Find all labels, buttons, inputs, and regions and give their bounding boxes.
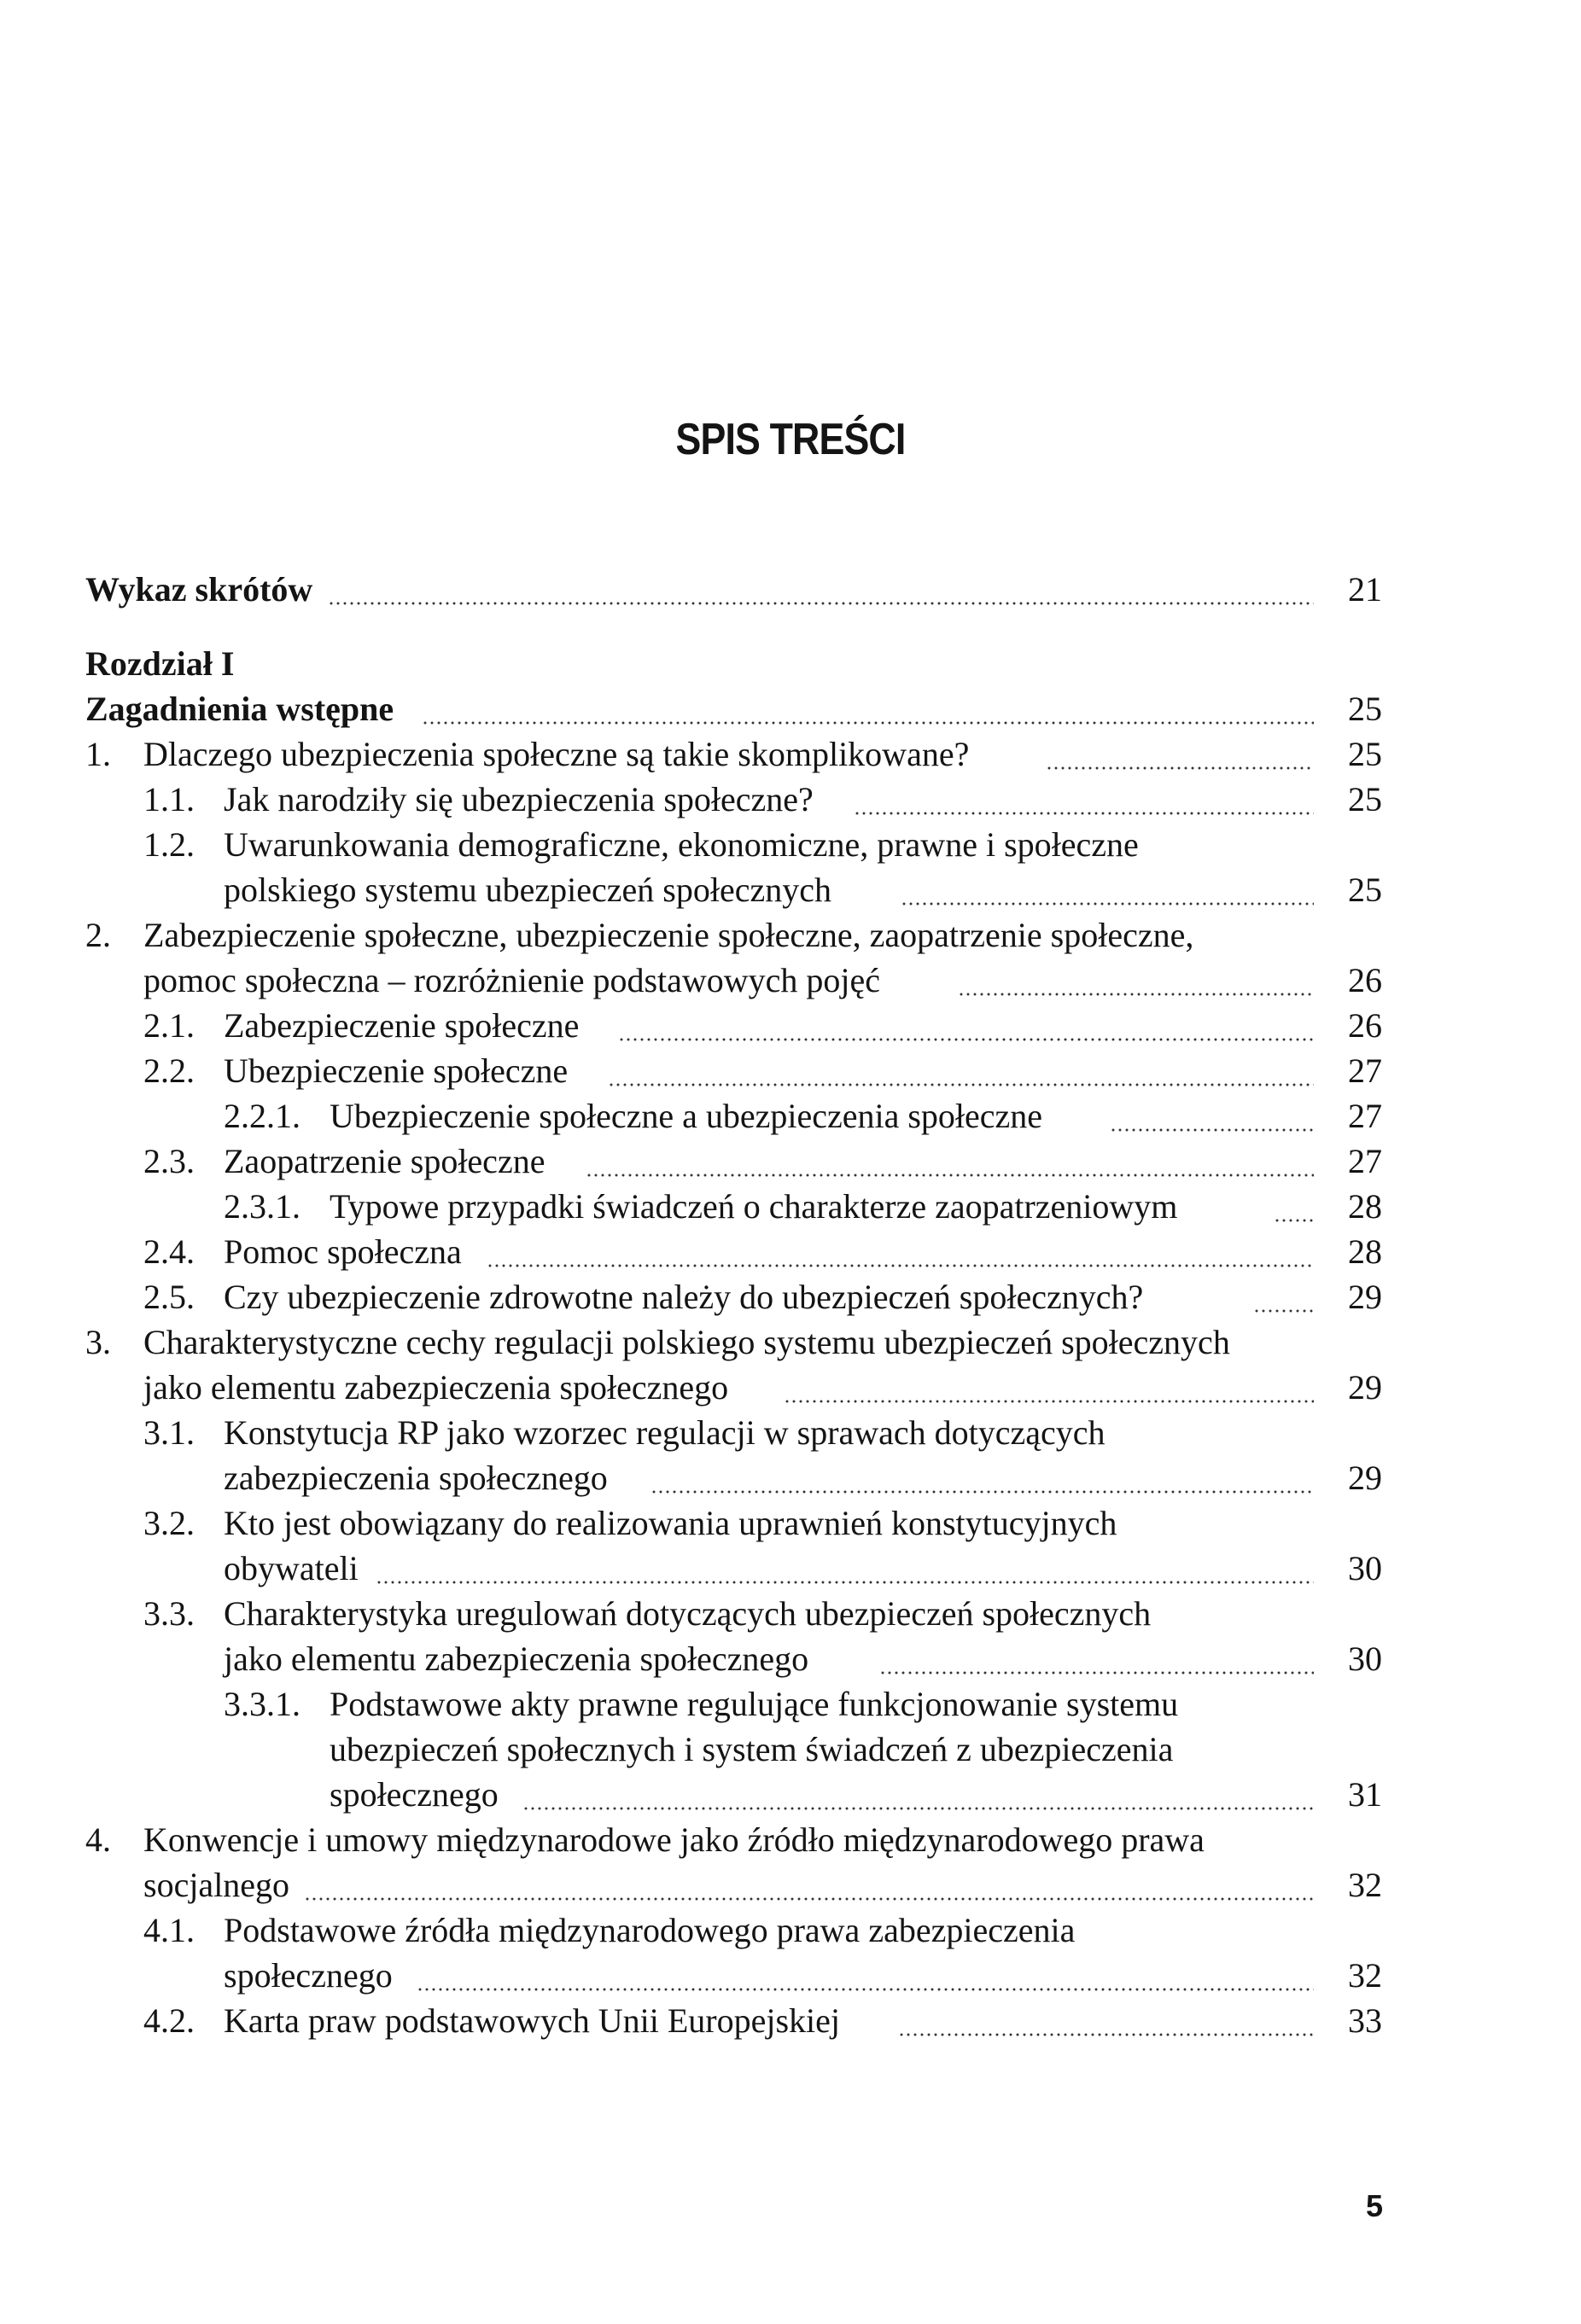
- toc-entry-number: 3.1.: [143, 1413, 195, 1452]
- leader-dots: [1253, 1309, 1314, 1313]
- page-number: 5: [1365, 2188, 1383, 2223]
- toc-page-number: 26: [1348, 1006, 1382, 1045]
- leader-dots: [487, 1264, 1314, 1267]
- toc-entry-text: Kto jest obowiązany do realizowania uprawnień konstytucyjnych: [224, 1504, 1117, 1542]
- leader-dots: [422, 721, 1314, 725]
- leader-dots: [1274, 1219, 1314, 1222]
- toc-entry-number: 2.2.: [143, 1051, 195, 1090]
- leader-dots: [417, 1988, 1314, 1991]
- toc-page-number: 27: [1348, 1097, 1382, 1135]
- toc-page-number: 29: [1348, 1459, 1382, 1497]
- leader-dots: [898, 2033, 1314, 2036]
- leader-dots: [854, 812, 1314, 815]
- toc-page-number: 27: [1348, 1142, 1382, 1180]
- toc-entry-number: 3.3.: [143, 1594, 195, 1633]
- leader-dots: [879, 1671, 1314, 1675]
- toc-entry-number: 4.: [85, 1820, 111, 1859]
- toc-page-number: 30: [1348, 1640, 1382, 1678]
- toc-entry-text: jako elementu zabezpieczenia społecznego: [224, 1640, 809, 1678]
- toc-entry-text: Zagadnienia wstępne: [85, 690, 394, 728]
- page-title: SPIS TREŚCI: [675, 415, 906, 464]
- toc-entry-number: 3.2.: [143, 1504, 195, 1542]
- toc-entry-text: Podstawowe źródła międzynarodowego prawa zabezpieczenia: [224, 1911, 1076, 1949]
- toc-entry-text: Karta praw podstawowych Unii Europejskiej: [224, 2001, 841, 2040]
- leader-dots: [1110, 1128, 1314, 1132]
- toc-entry-text: socjalnego: [143, 1866, 290, 1904]
- toc-entry-text: Zabezpieczenie społeczne: [224, 1006, 580, 1045]
- toc-entry-number: 4.1.: [143, 1911, 195, 1949]
- leader-dots: [328, 602, 1314, 605]
- toc-entry-text: Charakterystyka uregulowań dotyczących ubezpieczeń społecznych: [224, 1594, 1152, 1633]
- toc-entry-number: 2.: [85, 916, 111, 954]
- toc-entry-text: Dlaczego ubezpieczenia społeczne są takie skomplikowane?: [143, 735, 970, 773]
- leader-dots: [901, 902, 1314, 906]
- toc-entry-number: 1.: [85, 735, 111, 773]
- toc-entry-text: Konwencje i umowy międzynarodowe jako źródło międzynarodowego prawa: [143, 1820, 1205, 1859]
- toc-entry-text: Podstawowe akty prawne regulujące funkcjonowanie systemu: [330, 1685, 1179, 1723]
- toc-entry-text: Wykaz skrótów: [85, 570, 313, 609]
- toc-entry-number: 2.5.: [143, 1278, 195, 1316]
- toc-page-number: 32: [1348, 1866, 1382, 1904]
- toc-page-number: 21: [1348, 570, 1382, 609]
- toc-entry-text: Czy ubezpieczenie zdrowotne należy do ubezpieczeń społecznych?: [224, 1278, 1144, 1316]
- toc-page-number: 25: [1348, 690, 1382, 728]
- toc-page-number: 27: [1348, 1051, 1382, 1090]
- toc-entry-text: społecznego: [330, 1775, 499, 1814]
- toc-page-number: 28: [1348, 1232, 1382, 1271]
- toc-entry-number: 2.1.: [143, 1006, 195, 1045]
- toc-entry-text: polskiego systemu ubezpieczeń społecznych: [224, 871, 831, 909]
- toc-entry-number: 1.2.: [143, 825, 195, 864]
- toc-entry-text: Charakterystyczne cechy regulacji polskiego systemu ubezpieczeń społecznych: [143, 1323, 1230, 1361]
- toc-page-number: 25: [1348, 871, 1382, 909]
- leader-dots: [522, 1807, 1314, 1810]
- toc-entry-text: Uwarunkowania demograficzne, ekonomiczne, prawne i społeczne: [224, 825, 1139, 864]
- toc-entry-text: Typowe przypadki świadczeń o charakterze zaopatrzeniowym: [330, 1187, 1178, 1226]
- leader-dots: [958, 993, 1314, 996]
- toc-entry-number: 2.4.: [143, 1232, 195, 1271]
- toc-entry-number: 1.1.: [143, 780, 195, 818]
- toc-page-number: 26: [1348, 961, 1382, 999]
- leader-dots: [618, 1038, 1314, 1041]
- toc-entry-number: 4.2.: [143, 2001, 195, 2040]
- toc-entry-text: zabezpieczenia społecznego: [224, 1459, 608, 1497]
- toc-page-number: 29: [1348, 1278, 1382, 1316]
- toc-entry-text: Jak narodziły się ubezpieczenia społeczne?: [224, 780, 814, 818]
- toc-entry-text: Konstytucja RP jako wzorzec regulacji w sprawach dotyczących: [224, 1413, 1106, 1452]
- toc-page-number: 33: [1348, 2001, 1382, 2040]
- toc-entry-number: 3.3.1.: [224, 1685, 300, 1723]
- toc-entry-text: obywateli: [224, 1549, 359, 1587]
- toc-page-number: 28: [1348, 1187, 1382, 1226]
- toc-entry-number: 3.: [85, 1323, 111, 1361]
- toc-entry-text: Pomoc społeczna: [224, 1232, 462, 1271]
- toc-entry-text: Ubezpieczenie społeczne: [224, 1051, 569, 1090]
- toc-page-number: 30: [1348, 1549, 1382, 1587]
- leader-dots: [650, 1490, 1314, 1494]
- toc-entry-text: Zaopatrzenie społeczne: [224, 1142, 545, 1180]
- toc-entry-number: 2.2.1.: [224, 1097, 300, 1135]
- toc-entry-text: Ubezpieczenie społeczne a ubezpieczenia społeczne: [330, 1097, 1043, 1135]
- toc-page-number: 25: [1348, 735, 1382, 773]
- leader-dots: [586, 1174, 1314, 1177]
- leader-dots: [376, 1581, 1314, 1584]
- chapter-label: Rozdział I: [85, 644, 235, 683]
- toc-entry-number: 2.3.1.: [224, 1187, 300, 1226]
- toc-entry-text: jako elementu zabezpieczenia społecznego: [143, 1368, 729, 1407]
- toc-entry-text: ubezpieczeń społecznych i system świadczeń z ubezpieczenia: [330, 1730, 1174, 1768]
- toc-page-number: 32: [1348, 1956, 1382, 1995]
- toc-page-number: 29: [1348, 1368, 1382, 1407]
- toc-entry-text: Zabezpieczenie społeczne, ubezpieczenie społeczne, zaopatrzenie społeczne,: [143, 916, 1194, 954]
- toc-page-number: 31: [1348, 1775, 1382, 1814]
- leader-dots: [1046, 766, 1314, 770]
- leader-dots: [608, 1083, 1314, 1086]
- toc-page-number: 25: [1348, 780, 1382, 818]
- leader-dots: [304, 1897, 1314, 1901]
- leader-dots: [784, 1400, 1314, 1403]
- toc-entry-number: 2.3.: [143, 1142, 195, 1180]
- toc-entry-text: pomoc społeczna – rozróżnienie podstawowych pojęć: [143, 961, 881, 999]
- toc-entry-text: społecznego: [224, 1956, 393, 1995]
